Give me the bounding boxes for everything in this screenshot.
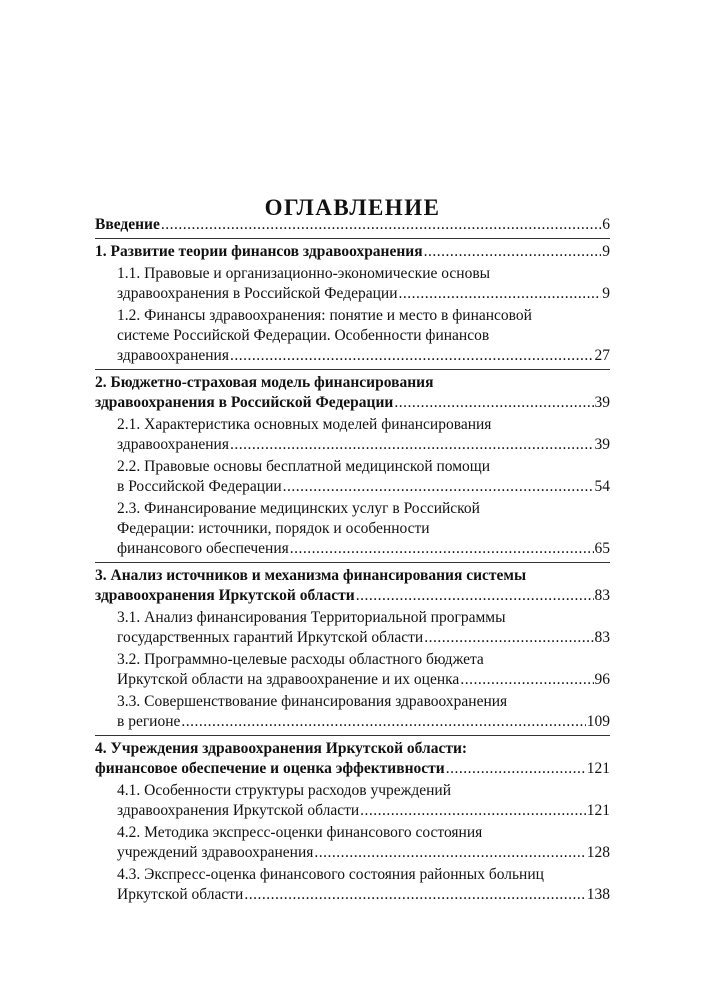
toc-entry-text: финансовое обеспечение и оценка эффективности xyxy=(95,760,445,777)
toc-page-number: 83 xyxy=(594,629,610,646)
toc-line xyxy=(95,539,610,559)
toc-line xyxy=(95,284,610,304)
toc-line xyxy=(95,264,610,284)
toc-dot-leader xyxy=(181,712,585,732)
toc-dot-leader xyxy=(460,670,593,690)
toc-line xyxy=(95,435,610,455)
toc-line xyxy=(95,477,610,497)
toc-entry-text: здравоохранения xyxy=(117,347,229,364)
toc-page-number: 39 xyxy=(594,436,610,453)
toc-line xyxy=(95,759,610,779)
table-of-contents xyxy=(95,215,610,905)
toc-chapter[interactable] xyxy=(95,238,610,262)
toc-line xyxy=(95,519,610,539)
toc-entry-text: в регионе xyxy=(117,713,181,730)
toc-line xyxy=(95,628,610,648)
toc-chapter[interactable] xyxy=(95,215,610,235)
toc-line xyxy=(95,823,610,843)
toc-entry-text: здравоохранения xyxy=(117,436,229,453)
toc-chapter[interactable] xyxy=(95,735,610,779)
toc-page-number: 9 xyxy=(602,243,610,260)
toc-entry-text: здравоохранения Иркутской области xyxy=(117,802,360,819)
toc-line xyxy=(95,415,610,435)
toc-dot-leader xyxy=(394,393,593,413)
toc-entry-text: 2.3. Финансирование медицинских услуг в Российской xyxy=(117,500,480,517)
toc-page-number: 128 xyxy=(586,844,610,861)
toc-dot-leader xyxy=(314,843,585,863)
toc-page-number: 9 xyxy=(602,285,610,302)
toc-entry-text: Федерации: источники, порядок и особенности xyxy=(117,520,430,537)
toc-entry-text: финансового обеспечения xyxy=(117,540,289,557)
toc-entry-text: 4.2. Методика экспресс-оценки финансового состояния xyxy=(117,824,483,841)
toc-entry-text: Иркутской области xyxy=(117,886,244,903)
toc-section[interactable] xyxy=(95,608,610,648)
toc-line xyxy=(95,586,610,606)
toc-line xyxy=(95,608,610,628)
toc-entry-text: 4. Учреждения здравоохранения Иркутской области: xyxy=(95,740,468,757)
toc-entry-text: 1. Развитие теории финансов здравоохранения xyxy=(95,243,423,260)
toc-entry-text: 3. Анализ источников и механизма финансирования системы xyxy=(95,567,527,584)
toc-line xyxy=(95,885,610,905)
toc-dot-leader xyxy=(230,435,594,455)
toc-section[interactable] xyxy=(95,264,610,304)
toc-section[interactable] xyxy=(95,499,610,559)
toc-entry-text: в Российской Федерации xyxy=(117,478,282,495)
toc-line xyxy=(95,499,610,519)
toc-entry-text: здравоохранения Иркутской области xyxy=(95,587,355,604)
toc-entry-text: системе Российской Федерации. Особенности финансов xyxy=(117,327,490,344)
toc-page-number: 83 xyxy=(594,587,610,604)
toc-line xyxy=(95,712,610,732)
toc-line xyxy=(95,801,610,821)
toc-dot-leader xyxy=(399,284,602,304)
toc-page-number: 65 xyxy=(594,540,610,557)
toc-entry-text: здравоохранения в Российской Федерации xyxy=(117,285,398,302)
toc-entry-text: 4.3. Экспресс-оценка финансового состояния районных больниц xyxy=(117,866,544,883)
toc-entry-text: учреждений здравоохранения xyxy=(117,844,314,861)
toc-line xyxy=(95,306,610,326)
toc-entry-text: государственных гарантий Иркутской области xyxy=(117,629,424,646)
toc-page-number: 121 xyxy=(586,760,610,777)
toc-page-number: 27 xyxy=(594,347,610,364)
toc-line xyxy=(95,843,610,863)
toc-entry-text: 4.1. Особенности структуры расходов учреждений xyxy=(117,782,452,799)
toc-section[interactable] xyxy=(95,781,610,821)
toc-line xyxy=(95,373,610,393)
toc-section[interactable] xyxy=(95,865,610,905)
toc-dot-leader xyxy=(244,885,585,905)
toc-entry-text: здравоохранения в Российской Федерации xyxy=(95,394,394,411)
toc-dot-leader xyxy=(356,586,594,606)
toc-chapter[interactable] xyxy=(95,369,610,413)
toc-entry-text: 2.2. Правовые основы бесплатной медицинской помощи xyxy=(117,458,491,475)
toc-page-number: 121 xyxy=(586,802,610,819)
toc-line xyxy=(95,457,610,477)
toc-entry-text: 1.1. Правовые и организационно-экономические основы xyxy=(117,265,491,282)
toc-page-number: 96 xyxy=(594,671,610,688)
toc-line xyxy=(95,865,610,885)
toc-page-number: 6 xyxy=(602,216,610,233)
toc-entry-text: 2.1. Характеристика основных моделей финансирования xyxy=(117,416,492,433)
toc-entry-text: 3.3. Совершенствование финансирования здравоохранения xyxy=(117,693,508,710)
toc-section[interactable] xyxy=(95,306,610,366)
toc-entry-text: 3.1. Анализ финансирования Территориальной программы xyxy=(117,609,506,626)
toc-dot-leader xyxy=(290,539,594,559)
toc-title: ОГЛАВЛЕНИЕ xyxy=(264,195,441,220)
toc-line xyxy=(95,242,610,262)
toc-page-number: 138 xyxy=(586,886,610,903)
toc-section[interactable] xyxy=(95,650,610,690)
toc-section[interactable] xyxy=(95,415,610,455)
toc-entry-text: 1.2. Финансы здравоохранения: понятие и место в финансовой xyxy=(117,307,532,324)
toc-line xyxy=(95,566,610,586)
toc-dot-leader xyxy=(230,346,594,366)
toc-dot-leader xyxy=(161,215,601,235)
toc-line xyxy=(95,650,610,670)
toc-dot-leader xyxy=(424,242,602,262)
toc-dot-leader xyxy=(446,759,586,779)
toc-line xyxy=(95,393,610,413)
toc-entry-text: Введение xyxy=(95,216,160,233)
toc-section[interactable] xyxy=(95,457,610,497)
toc-page-number: 54 xyxy=(594,478,610,495)
toc-line xyxy=(95,346,610,366)
toc-chapter[interactable] xyxy=(95,562,610,606)
toc-line xyxy=(95,739,610,759)
toc-entry-text: Иркутской области на здравоохранение и их оценка xyxy=(117,671,460,688)
toc-section[interactable] xyxy=(95,692,610,732)
toc-line xyxy=(95,781,610,801)
toc-dot-leader xyxy=(424,628,593,648)
toc-dot-leader xyxy=(283,477,594,497)
toc-line xyxy=(95,326,610,346)
toc-entry-text: 3.2. Программно-целевые расходы областного бюджета xyxy=(117,651,484,668)
toc-line xyxy=(95,692,610,712)
toc-section[interactable] xyxy=(95,823,610,863)
toc-dot-leader xyxy=(360,801,586,821)
toc-entry-text: 2. Бюджетно-страховая модель финансирования xyxy=(95,374,434,391)
toc-line xyxy=(95,215,610,235)
toc-page-number: 109 xyxy=(586,713,610,730)
toc-line xyxy=(95,670,610,690)
toc-page-number: 39 xyxy=(594,394,610,411)
